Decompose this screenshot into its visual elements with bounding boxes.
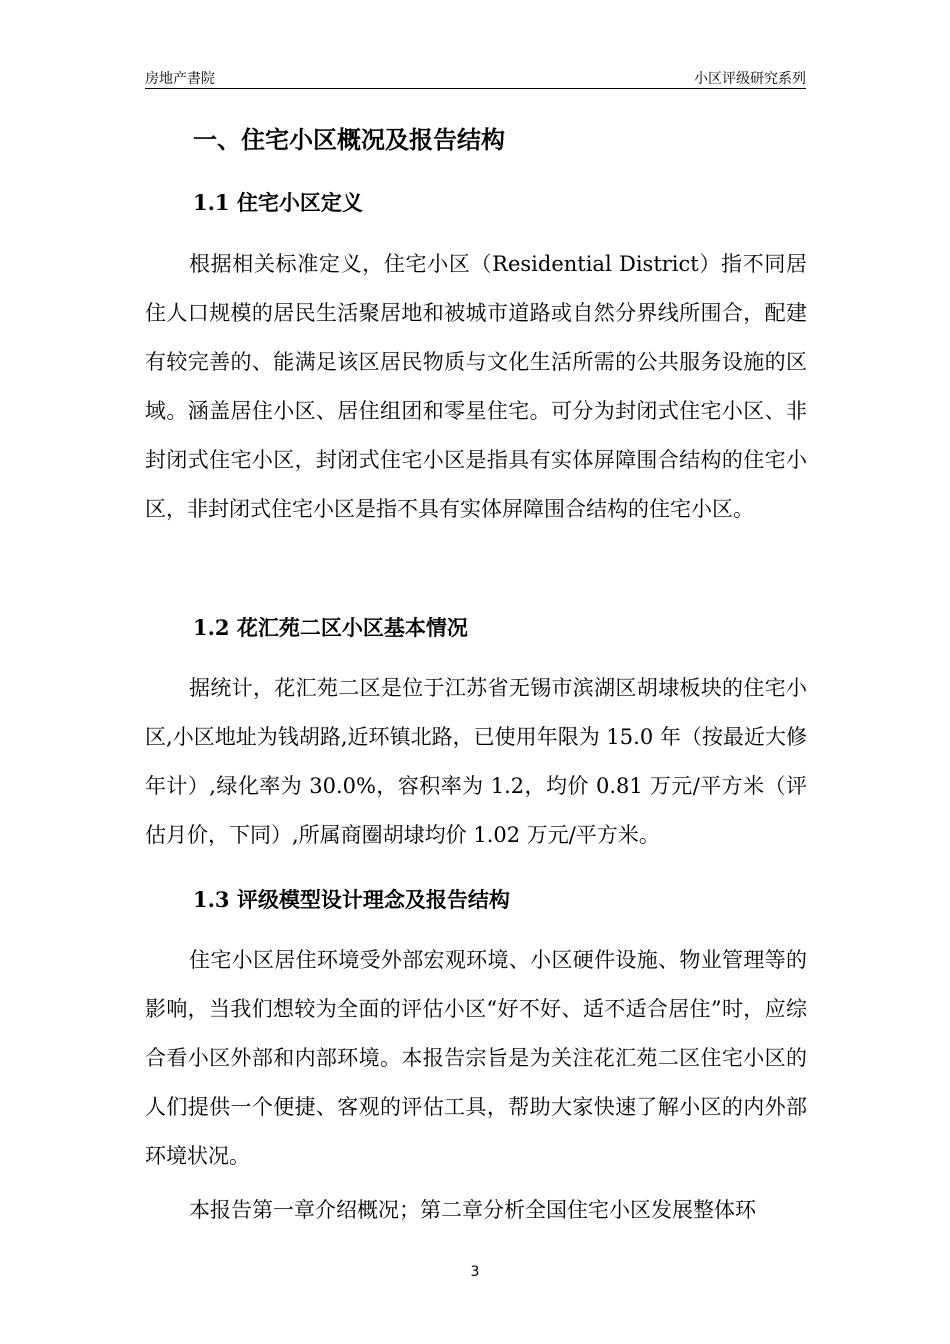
section-1-2-paragraph: 据统计，花汇苑二区是位于江苏省无锡市滨湖区胡埭板块的住宅小区,小区地址为钱胡路,近环镇北路，已使用年限为 15.0 年（按最近大修年计）,绿化率为 30.0%，容积率为 1.2，均价 0.81 万元/平方米（评估月价，下同）,所属商圈胡埭均价 1.02 万元/平方米。 (145, 676, 807, 847)
section-1-1-paragraph: 根据相关标准定义，住宅小区（Residential District）指不同居住人口规模的居民生活聚居地和被城市道路或自然分界线所围合，配建有较完善的、能满足该区居民物质与文化生活所需的公共服务设施的区域。涵盖居住小区、居住组团和零星住宅。可分为封闭式住宅小区、非封闭式住宅小区，封闭式住宅小区是指具有实体屏障围合结构的住宅小区，非封闭式住宅小区是指不具有实体屏障围合结构的住宅小区。 (145, 252, 807, 521)
section-heading-1-3: 1.3 评级模型设计理念及报告结构 (193, 887, 510, 912)
header-series-title: 小区评级研究系列 (694, 71, 806, 87)
chapter-title: 一、住宅小区概况及报告结构 (193, 125, 505, 154)
section-heading-1-2: 1.2 花汇苑二区小区基本情况 (193, 615, 468, 640)
section-heading-1-1: 1.1 住宅小区定义 (193, 190, 363, 215)
section-1-3-paragraph-1: 住宅小区居住环境受外部宏观环境、小区硬件设施、物业管理等的影响，当我们想较为全面的评估小区“好不好、适不适合居住”时，应综合看小区外部和内部环境。本报告宗旨是为关注花汇苑二区住宅小区的人们提供一个便捷、客观的评估工具，帮助大家快速了解小区的内外部环境状况。 (145, 948, 807, 1168)
page-number: 3 (470, 1264, 480, 1280)
section-1-3-paragraph-2: 本报告第一章介绍概况；第二章分析全国住宅小区发展整体环 (189, 1198, 756, 1222)
header-publisher: 房地产書院 (145, 71, 215, 87)
page-header (145, 66, 806, 89)
